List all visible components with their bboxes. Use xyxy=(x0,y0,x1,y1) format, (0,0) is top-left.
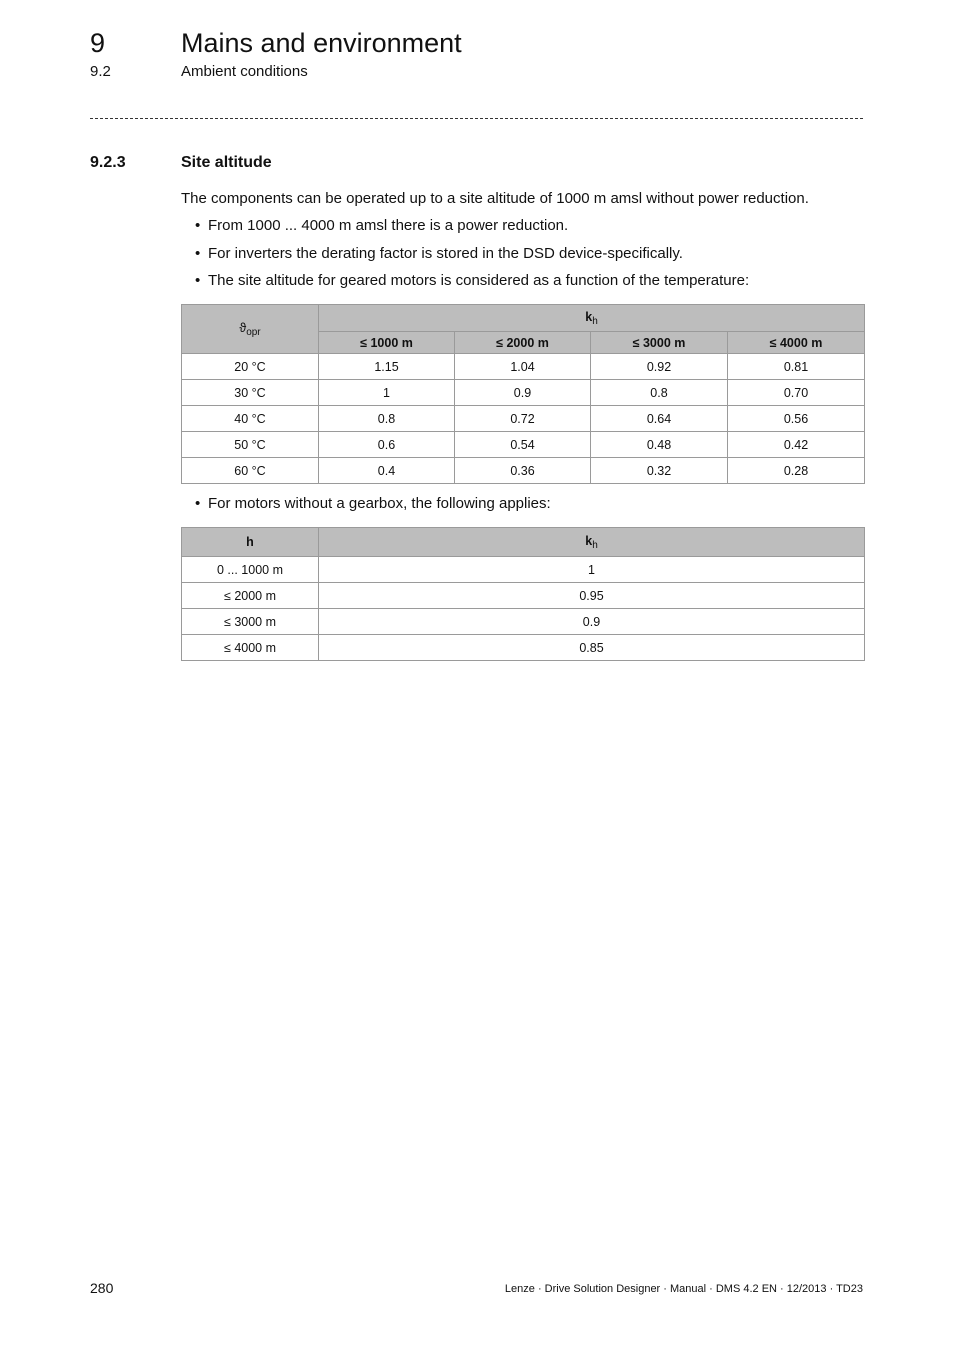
table-cell: 0.28 xyxy=(728,458,865,484)
table-cell: 0.4 xyxy=(319,458,455,484)
table-row xyxy=(182,432,865,458)
section-number: 9.2.3 xyxy=(90,154,126,171)
table-row xyxy=(182,557,865,583)
kh-group-header xyxy=(319,305,865,332)
bullet-text: From 1000 ... 4000 m amsl there is a power reduction. xyxy=(208,217,569,234)
table-row xyxy=(182,380,865,406)
bullet-item xyxy=(195,272,749,289)
header-subscript: h xyxy=(592,315,598,327)
page-number: 280 xyxy=(90,1280,114,1296)
table-cell: 0.56 xyxy=(728,406,865,432)
table-cell: 1.04 xyxy=(455,354,591,380)
table-cell: 0.95 xyxy=(319,583,865,609)
temperature-header xyxy=(182,305,319,354)
chapter-number: 9 xyxy=(90,28,106,58)
table-cell: 40 °C xyxy=(182,406,319,432)
column-header: ≤ 4000 m xyxy=(728,332,865,354)
footer-doc-info: Lenze · Drive Solution Designer · Manual · DMS 4.2 EN · 12/2013 · TD23 xyxy=(504,1283,863,1295)
header-subscript: opr xyxy=(246,326,261,338)
table-cell: 1.15 xyxy=(319,354,455,380)
bullet-dot: • xyxy=(195,245,201,262)
column-header: ≤ 3000 m xyxy=(591,332,728,354)
bullet-item xyxy=(195,245,683,262)
table-cell: 0.42 xyxy=(728,432,865,458)
table-row xyxy=(182,583,865,609)
table-cell: 1 xyxy=(319,380,455,406)
header-subscript: h xyxy=(592,539,598,551)
chapter-title: Mains and environment xyxy=(181,28,462,58)
table-cell: 0.54 xyxy=(455,432,591,458)
kh-symbol: k xyxy=(585,533,593,548)
column-header: ≤ 2000 m xyxy=(455,332,591,354)
kh-symbol: k xyxy=(585,309,593,324)
table-cell: 0.8 xyxy=(319,406,455,432)
table-cell: 0.9 xyxy=(319,609,865,635)
table-cell: 0.92 xyxy=(591,354,728,380)
bullet-item xyxy=(195,217,568,234)
theta-symbol: ϑ xyxy=(239,320,247,335)
table-cell: 0.85 xyxy=(319,635,865,661)
table-cell: ≤ 4000 m xyxy=(182,635,319,661)
bullet-item xyxy=(195,495,551,512)
table-row xyxy=(182,406,865,432)
table-row xyxy=(182,635,865,661)
geared-motor-derating-table xyxy=(181,304,865,484)
table-cell: 20 °C xyxy=(182,354,319,380)
table-cell: 0.48 xyxy=(591,432,728,458)
table-cell: 1 xyxy=(319,557,865,583)
bullet-text: For inverters the derating factor is stored in the DSD device-specifically. xyxy=(208,245,683,262)
table-cell: 0.72 xyxy=(455,406,591,432)
bullet-text: The site altitude for geared motors is considered as a function of the temperature: xyxy=(208,272,750,289)
table-cell: 0 ... 1000 m xyxy=(182,557,319,583)
table-cell: ≤ 3000 m xyxy=(182,609,319,635)
table-cell: 0.9 xyxy=(455,380,591,406)
table-row xyxy=(182,458,865,484)
table-cell: 0.70 xyxy=(728,380,865,406)
table-cell: ≤ 2000 m xyxy=(182,583,319,609)
bullet-text: For motors without a gearbox, the following applies: xyxy=(208,495,551,512)
table-row xyxy=(182,354,865,380)
table-cell: 0.8 xyxy=(591,380,728,406)
subchapter-title: Ambient conditions xyxy=(181,63,308,80)
bullet-dot: • xyxy=(195,495,201,512)
table-cell: 0.64 xyxy=(591,406,728,432)
table-cell: 50 °C xyxy=(182,432,319,458)
table-cell: 0.81 xyxy=(728,354,865,380)
header-divider xyxy=(90,118,863,119)
section-title: Site altitude xyxy=(181,154,272,171)
column-header: ≤ 1000 m xyxy=(319,332,455,354)
table-cell: 0.6 xyxy=(319,432,455,458)
table-cell: 0.36 xyxy=(455,458,591,484)
table-row xyxy=(182,609,865,635)
bullet-dot: • xyxy=(195,272,201,289)
table-cell: 30 °C xyxy=(182,380,319,406)
gearless-motor-derating-table xyxy=(181,527,865,661)
altitude-header: h xyxy=(182,528,319,557)
intro-paragraph: The components can be operated up to a site altitude of 1000 m amsl without power reduction. xyxy=(181,190,809,207)
kh-header xyxy=(319,528,865,557)
bullet-dot: • xyxy=(195,217,201,234)
subchapter-number: 9.2 xyxy=(90,63,111,80)
table-cell: 0.32 xyxy=(591,458,728,484)
table-cell: 60 °C xyxy=(182,458,319,484)
